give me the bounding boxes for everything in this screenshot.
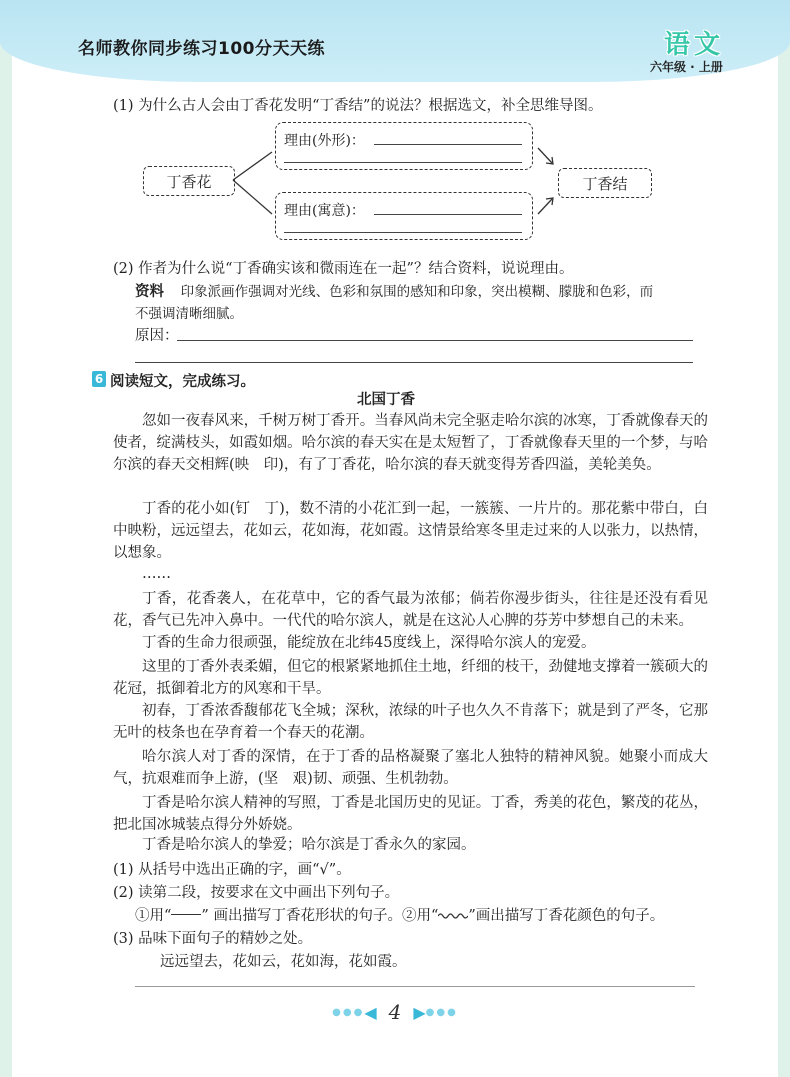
article-paragraph-8: 丁香是哈尔滨人精神的写照，丁香是北国历史的见证。丁香，秀美的花色，繁茂的花丛，把北国冰城装点得分外娇娆。	[113, 795, 708, 833]
reason-shape-blank[interactable]	[374, 144, 522, 145]
section6-question-2: (2) 读第二段，按要求在文中画出下列句子。	[113, 885, 400, 901]
footer-dots-left: ●●●	[332, 1006, 365, 1018]
reason-label: 原因：	[135, 328, 179, 344]
mind-map-result: 丁香结	[558, 168, 652, 198]
material-text-2: 不强调清晰细腻。	[135, 306, 243, 322]
reason-shape-label: 理由(外形)：	[284, 133, 365, 149]
material-label: 资料	[135, 284, 164, 300]
series-title: 名师教你同步练习100分天天练	[78, 39, 325, 59]
reason-shape-blank-2[interactable]	[284, 162, 522, 163]
sub-a-text: ①用“	[135, 908, 172, 924]
wavy-underline-symbol	[438, 912, 468, 920]
reason-answer-blank[interactable]	[177, 340, 693, 341]
reason-answer-blank-2[interactable]	[135, 362, 693, 363]
article-paragraph-1: 忽如一夜春风来，千树万树丁香开。当春风尚未完全驱走哈尔滨的冰寒，丁香就像春天的使者，绽满枝头，如霞如烟。哈尔滨的春天实在是太短暂了，丁香就像春天里的一个梦，与哈尔滨的春天交相辉(映 印)，有了丁香花，哈尔滨的春天就变得芳香四溢，美轮美奂。	[113, 413, 708, 473]
section-number-badge: 6	[92, 371, 106, 387]
page-number: 4	[388, 1000, 402, 1024]
material-line-1	[135, 280, 653, 301]
article-paragraph-4: 丁香的生命力很顽强，能绽放在北纬45度线上，深得哈尔滨人的宠爱。	[142, 635, 596, 651]
footer-dots-right: ●●●	[425, 1006, 458, 1018]
footer-rule	[135, 986, 695, 987]
page-number-area	[320, 998, 470, 1026]
reason-meaning-blank-2[interactable]	[284, 232, 522, 233]
article-ellipsis: ……	[142, 566, 171, 582]
sub-c-text: ”画出描写丁香花颜色的句子。	[468, 908, 665, 924]
article-paragraph-7: 哈尔滨人对丁香的深情，在于丁香的品格凝聚了塞北人独特的精神风貌。她聚小而成大气，抗艰难而争上游，(坚 艰)韧、顽强、生机勃勃。	[113, 749, 708, 787]
material-line-2	[135, 302, 243, 322]
article-paragraph-6: 初春，丁香浓香馥郁花飞全城；深秋，浓绿的叶子也久久不肯落下；就是到了严冬，它那无叶的枝条也在孕育着一个春天的花潮。	[113, 703, 708, 741]
sub-b-text: ” 画出描写丁香花形状的句子。②用“	[201, 908, 439, 924]
reason-meaning-label: 理由(寓意)：	[284, 203, 365, 219]
mind-map-root: 丁香花	[143, 166, 235, 196]
section6-question-2-subs	[135, 904, 664, 925]
material-text-1: 印象派画作强调对光线、色彩和氛围的感知和印象，突出模糊、朦胧和色彩，而	[180, 284, 654, 300]
article-paragraph-2: 丁香的花小如(钉 丁)，数不清的小花汇到一起，一簇簇、一片片的。那花紫中带白，白中映粉，远远望去，花如云，花如海，花如霞。这情景给寒冬里走过来的人以张力，以热情，以想象。	[113, 501, 708, 561]
reason-shape-box	[275, 122, 533, 170]
section-title: 阅读短文，完成练习。	[110, 374, 255, 390]
reason-meaning-box	[275, 192, 533, 240]
reason-meaning-blank[interactable]	[374, 214, 522, 215]
page-header	[0, 0, 790, 82]
section6-question-1: (1) 从括号中选出正确的字，画“√”。	[113, 862, 351, 878]
section6-question-3: (3) 品味下面句子的精妙之处。	[113, 931, 313, 947]
footer-right-triangle-icon: ▶	[413, 1002, 426, 1022]
question-1: (1) 为什么古人会由丁香花发明“丁香结”的说法？根据选文，补全思维导图。	[113, 98, 603, 114]
article-title: 北国丁香	[357, 392, 415, 408]
article-paragraph-9: 丁香是哈尔滨人的挚爱；哈尔滨是丁香永久的家园。	[142, 837, 476, 853]
footer-left-triangle-icon: ◀	[364, 1002, 377, 1022]
question-2: (2) 作者为什么说“丁香确实该和微雨连在一起”？结合资料，说说理由。	[113, 261, 574, 277]
article-paragraph-5: 这里的丁香外表柔媚，但它的根紧紧地抓住土地，纤细的枝干，劲健地支撑着一簇硕大的花冠，抵御着北方的风寒和干旱。	[113, 659, 708, 697]
straight-underline-symbol	[171, 914, 201, 915]
section6-question-3-sentence: 远远望去，花如云，花如海，花如霞。	[160, 954, 407, 970]
article-paragraph-3: 丁香，花香袭人，在花草中，它的香气最为浓郁；倘若你漫步街头，往往是还没有看见花，香气已先冲入鼻中。一代代的哈尔滨人，就是在这沁人心脾的芬芳中梦想自己的未来。	[113, 591, 708, 629]
grade-label: 六年级 · 上册	[650, 60, 723, 74]
subject-label: 语文	[664, 30, 725, 60]
